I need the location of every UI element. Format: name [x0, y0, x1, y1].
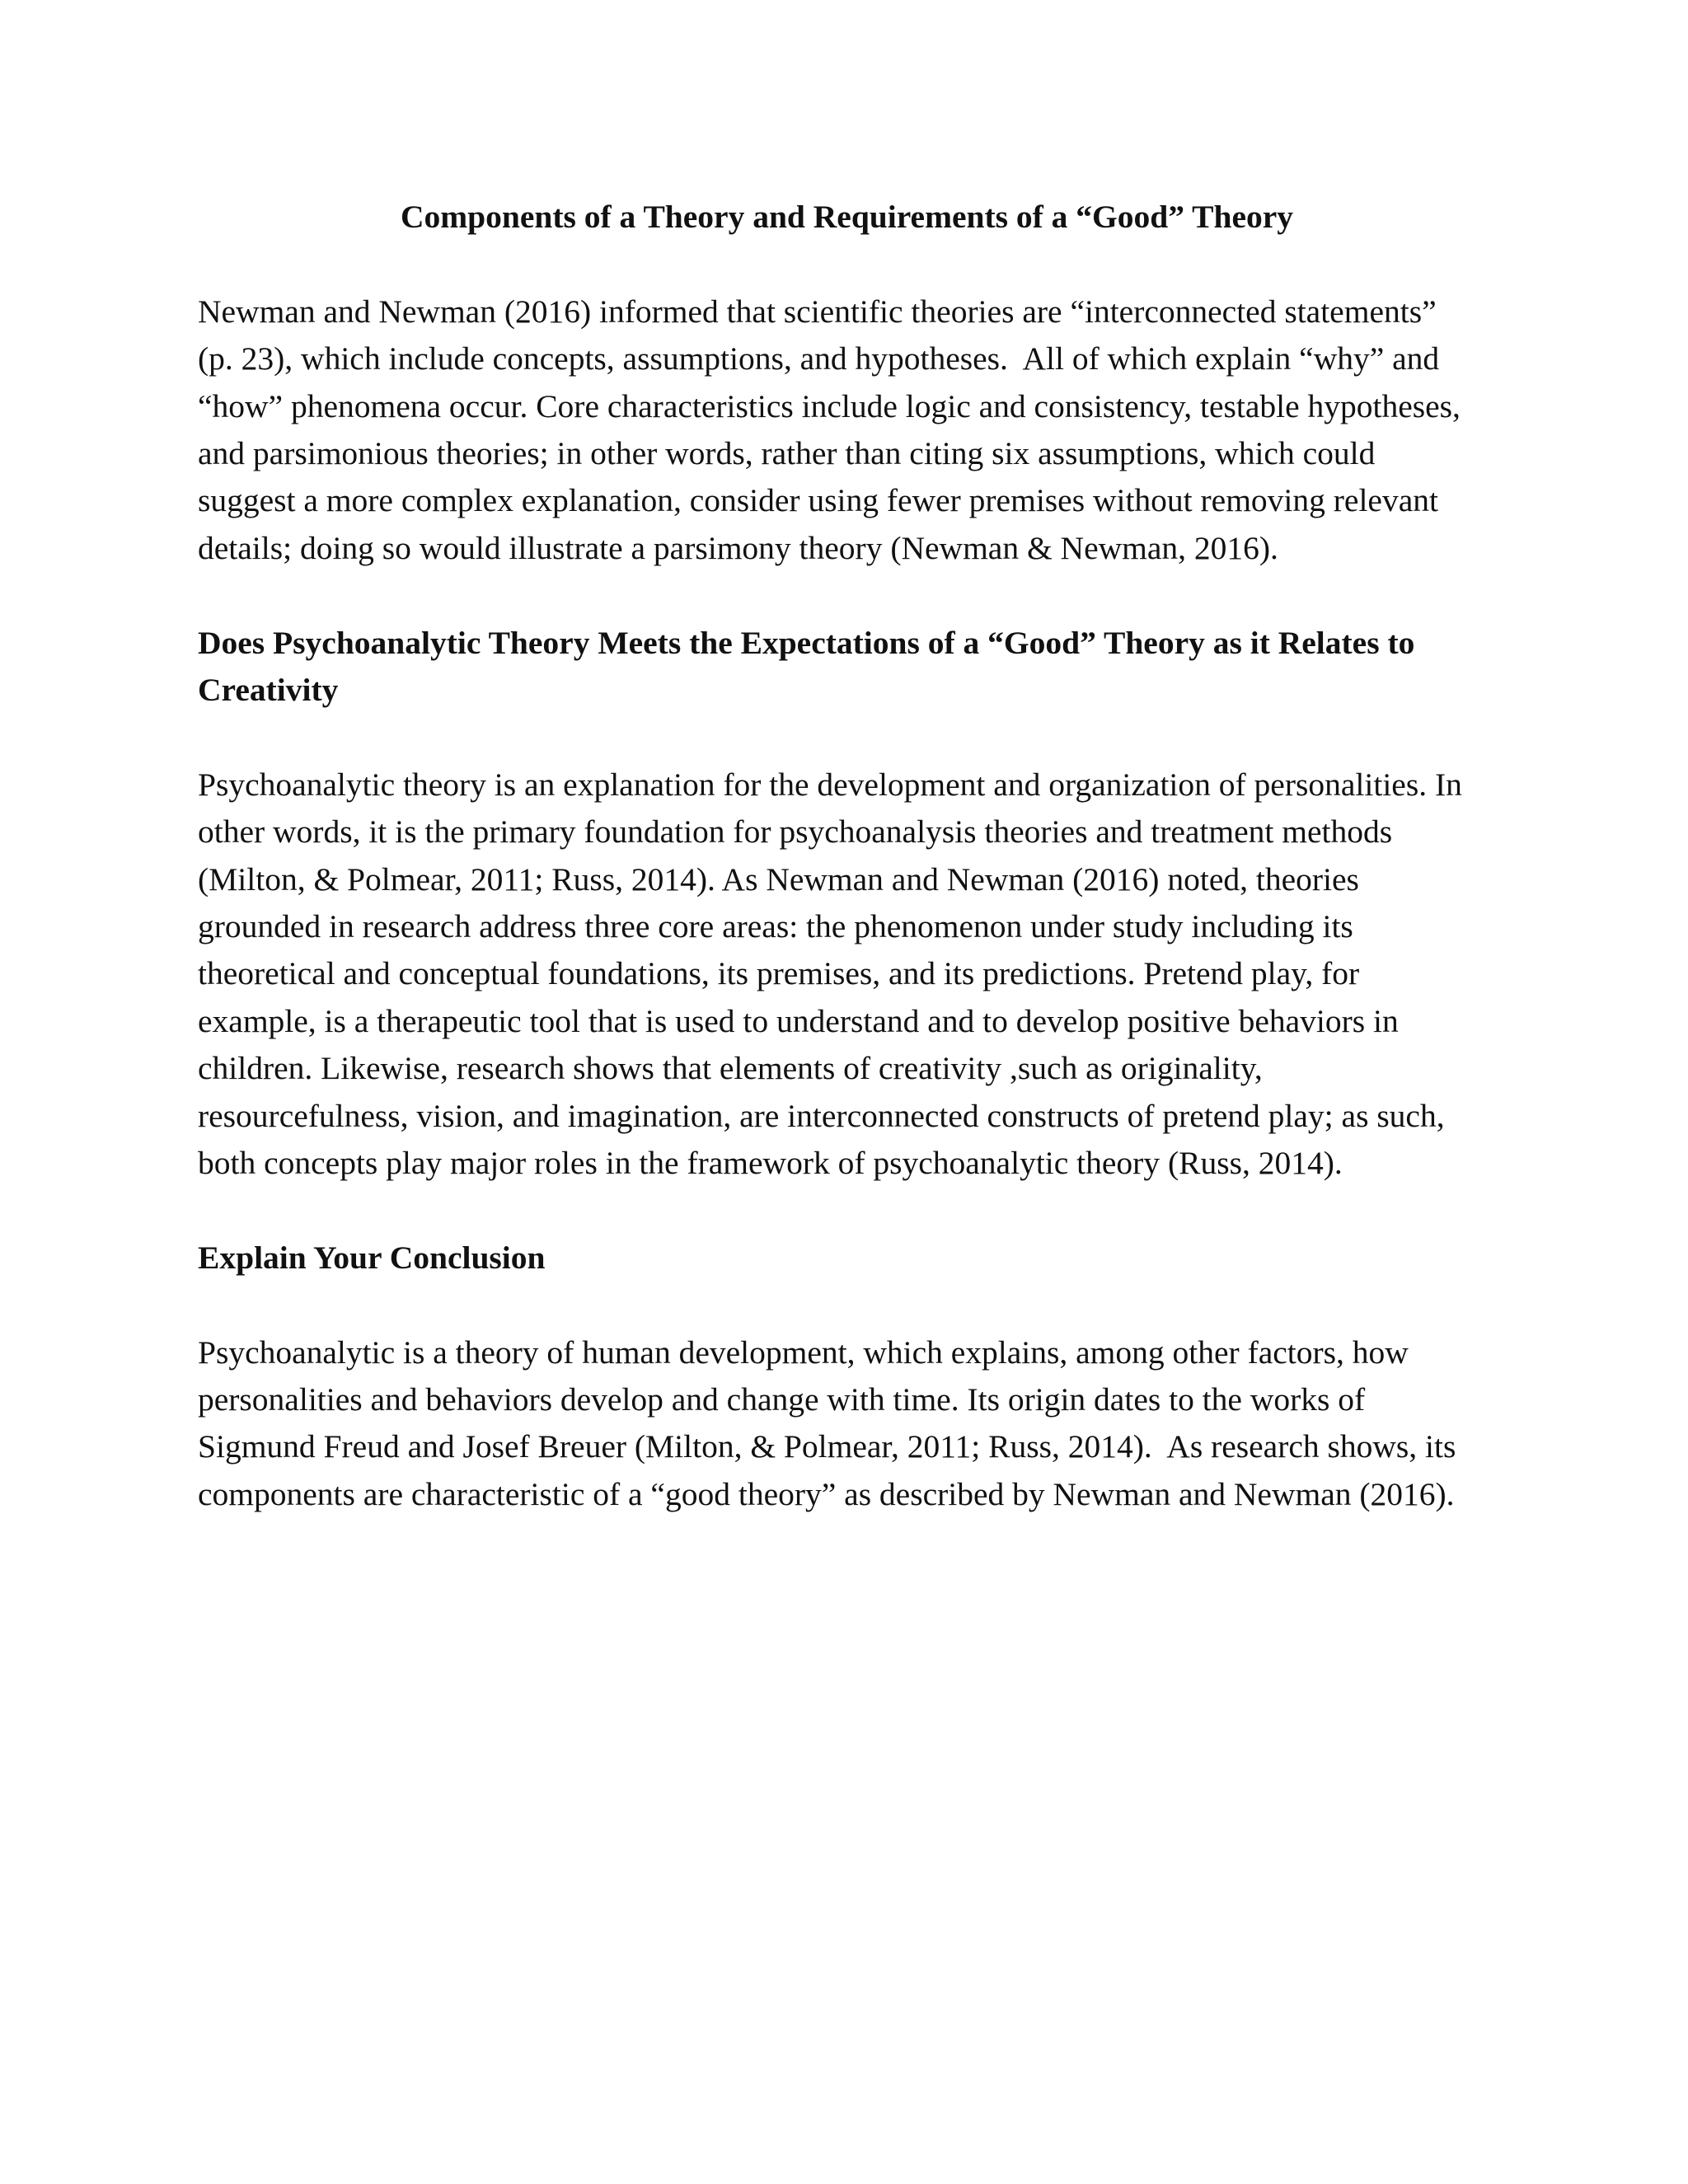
paragraph-line: children. Likewise, research shows that elements of creativity ,such as originality,: [198, 1050, 1263, 1087]
heading-line: Does Psychoanalytic Theory Meets the Expectations of a “Good” Theory as it Relates to: [198, 624, 1415, 661]
document-title: Components of a Theory and Requirements of a “Good” Theory: [400, 199, 1294, 235]
paragraph-line: grounded in research address three core areas: the phenomenon under study including its: [198, 908, 1353, 945]
spacer: [198, 572, 1496, 619]
paragraph-conclusion: [198, 1329, 1496, 1519]
section-heading-psychoanalytic-theory: [198, 620, 1496, 715]
heading-line: Creativity: [198, 672, 339, 709]
heading-line: Explain Your Conclusion: [198, 1239, 546, 1276]
paragraph-line: example, is a therapeutic tool that is used to understand and to develop positive behaviors in: [198, 1002, 1399, 1039]
spacer: [198, 1187, 1496, 1234]
paragraph-line: components are characteristic of a “good theory” as described by Newman and Newman (2016).: [198, 1475, 1455, 1512]
paragraph-intro: [198, 288, 1496, 572]
paragraph-line: resourcefulness, vision, and imagination, are interconnected constructs of pretend play; as such,: [198, 1097, 1445, 1134]
paragraph-line: other words, it is the primary foundation for psychoanalysis theories and treatment methods: [198, 813, 1393, 851]
paragraph-line: both concepts play major roles in the framework of psychoanalytic theory (Russ, 2014).: [198, 1145, 1343, 1182]
paragraph-psychoanalytic-theory: [198, 762, 1496, 1188]
spacer: [198, 241, 1496, 288]
paragraph-line: theoretical and conceptual foundations, its premises, and its predictions. Pretend play, for: [198, 955, 1360, 992]
paragraph-line: and parsimonious theories; in other words, rather than citing six assumptions, which could: [198, 435, 1376, 472]
paragraph-line: Psychoanalytic is a theory of human development, which explains, among other factors, how: [198, 1333, 1409, 1371]
section-heading-conclusion: [198, 1235, 1496, 1282]
paragraph-line: Sigmund Freud and Josef Breuer (Milton, & Polmear, 2011; Russ, 2014). As research shows, its: [198, 1428, 1456, 1465]
spacer: [198, 714, 1496, 761]
paragraph-line: Newman and Newman (2016) informed that scientific theories are “interconnected statements”: [198, 293, 1437, 330]
paragraph-line: (Milton, & Polmear, 2011; Russ, 2014). As Newman and Newman (2016) noted, theories: [198, 860, 1359, 898]
paragraph-line: (p. 23), which include concepts, assumptions, and hypotheses. All of which explain “why” and: [198, 340, 1440, 377]
paragraph-line: Psychoanalytic theory is an explanation for the development and organization of personalities. In: [198, 766, 1462, 803]
spacer: [198, 1282, 1496, 1329]
document-body: [198, 194, 1496, 1518]
paragraph-line: suggest a more complex explanation, consider using fewer premises without removing relevant: [198, 482, 1438, 519]
paragraph-line: personalities and behaviors develop and change with time. Its origin dates to the works of: [198, 1381, 1366, 1418]
paragraph-line: “how” phenomena occur. Core characteristics include logic and consistency, testable hypotheses,: [198, 387, 1461, 424]
paragraph-line: details; doing so would illustrate a parsimony theory (Newman & Newman, 2016).: [198, 529, 1278, 566]
